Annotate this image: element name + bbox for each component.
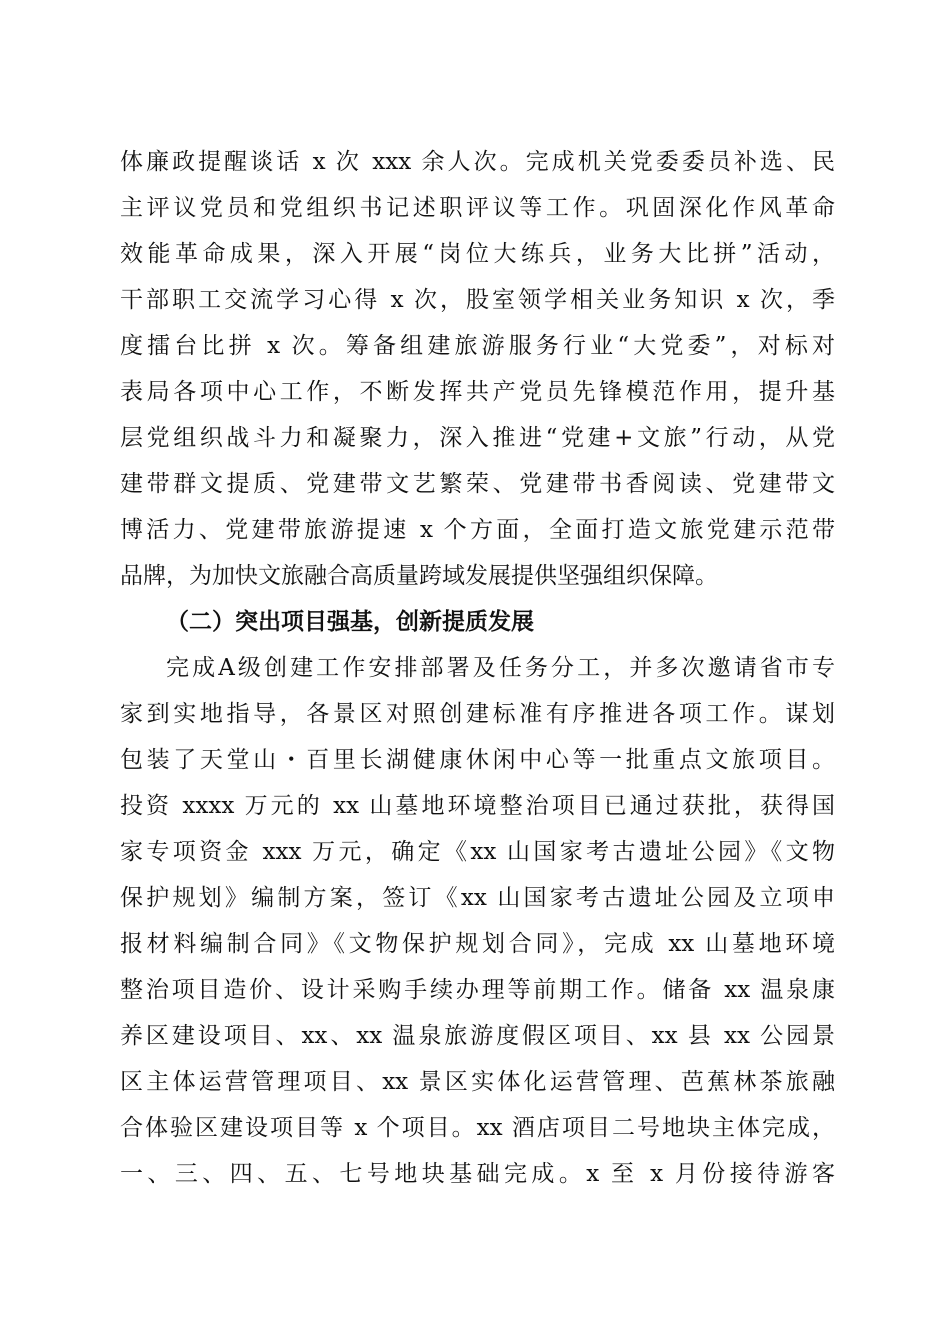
- paragraph-2-line-12: 一、三、四、五、七号地块基础完成。x 至 x 月份接待游客: [120, 1161, 835, 1187]
- paragraph-1-line-3: 效能革命成果，深入开展“岗位大练兵，业务大比拼”活动，: [120, 241, 835, 267]
- paragraph-2-line-4: 投资 xxxx 万元的 xx 山墓地环境整治项目已通过获批，获得国: [120, 793, 835, 819]
- paragraph-2-line-9: 养区建设项目、xx、xx 温泉旅游度假区项目、xx 县 xx 公园景: [120, 1023, 835, 1049]
- paragraph-1-line-8: 建带群文提质、党建带文艺繁荣、党建带书香阅读、党建带文: [120, 471, 835, 497]
- paragraph-2-line-11: 合体验区建设项目等 x 个项目。xx 酒店项目二号地块主体完成，: [120, 1115, 835, 1141]
- paragraph-2-line-8: 整治项目造价、设计采购手续办理等前期工作。储备 xx 温泉康: [120, 977, 835, 1003]
- paragraph-2-line-5: 家专项资金 xxx 万元，确定《xx 山国家考古遗址公园》《文物: [120, 839, 835, 865]
- paragraph-2-line-6: 保护规划》编制方案，签订《xx 山国家考古遗址公园及立项申: [120, 885, 835, 911]
- paragraph-1-line-2: 主评议党员和党组织书记述职评议等工作。巩固深化作风革命: [120, 195, 835, 221]
- paragraph-2-line-3: 包装了天堂山・百里长湖健康休闲中心等一批重点文旅项目。: [120, 747, 835, 773]
- section-heading: （二）突出项目强基，创新提质发展: [166, 608, 534, 635]
- paragraph-1-line-9: 博活力、党建带旅游提速 x 个方面，全面打造文旅党建示范带: [120, 517, 835, 543]
- paragraph-1-line-1: 体廉政提醒谈话 x 次 xxx 余人次。完成机关党委委员补选、民: [120, 149, 835, 175]
- paragraph-2-line-2: 家到实地指导，各景区对照创建标准有序推进各项工作。谋划: [120, 701, 835, 727]
- document-body: [120, 139, 835, 1197]
- paragraph-2-line-7: 报材料编制合同》《文物保护规划合同》，完成 xx 山墓地环境: [120, 931, 835, 957]
- paragraph-1-line-4: 干部职工交流学习心得 x 次，股室领学相关业务知识 x 次，季: [120, 287, 835, 313]
- paragraph-1-line-6: 表局各项中心工作，不断发挥共产党员先锋模范作用，提升基: [120, 379, 835, 405]
- paragraph-1-line-7: 层党组织战斗力和凝聚力，深入推进“党建+文旅”行动，从党: [120, 425, 835, 451]
- paragraph-2-line-10: 区主体运营管理项目、xx 景区实体化运营管理、芭蕉林茶旅融: [120, 1069, 835, 1095]
- paragraph-1-line-5: 度擂台比拼 x 次。筹备组建旅游服务行业“大党委”，对标对: [120, 333, 835, 359]
- paragraph-2-line-1: 完成A级创建工作安排部署及任务分工，并多次邀请省市专: [166, 655, 835, 681]
- paragraph-1-line-10: 品牌，为加快文旅融合高质量跨域发展提供坚强组织保障。: [120, 563, 718, 589]
